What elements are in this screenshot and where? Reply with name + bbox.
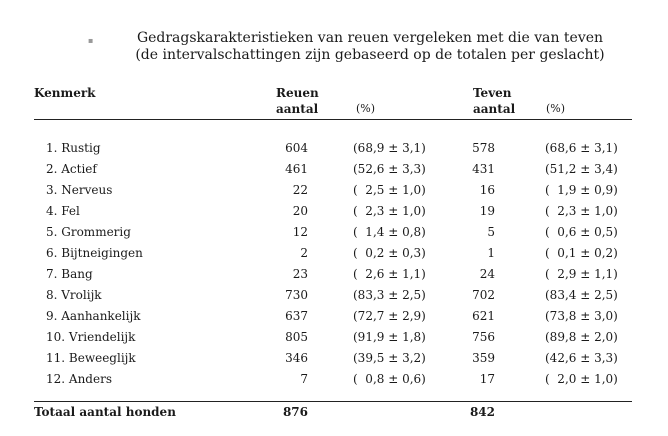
- table-title: [90, 30, 650, 64]
- row-teven-pct: ( 2,0 ± 1,0): [545, 372, 618, 386]
- row-teven-aantal: 19: [479, 204, 495, 218]
- row-reuen-pct: (83,3 ± 2,5): [353, 288, 426, 302]
- table-row: [0, 225, 668, 246]
- table-row: [0, 372, 668, 393]
- table-row: [0, 330, 668, 351]
- row-name: 1. Rustig: [46, 141, 101, 155]
- row-name: 3. Nerveus: [46, 183, 113, 197]
- row-reuen-pct: ( 1,4 ± 0,8): [353, 225, 426, 239]
- table-row: [0, 309, 668, 330]
- header-kenmerk: Kenmerk: [34, 86, 96, 100]
- row-reuen-pct: (91,9 ± 1,8): [353, 330, 426, 344]
- row-teven-pct: ( 2,9 ± 1,1): [545, 267, 618, 281]
- row-reuen-pct: (52,6 ± 3,3): [353, 162, 426, 176]
- row-reuen-aantal: 23: [292, 267, 308, 281]
- row-name: 4. Fel: [46, 204, 80, 218]
- row-teven-aantal: 16: [479, 183, 495, 197]
- row-name: 11. Beweeglijk: [46, 351, 136, 365]
- header-reuen-aantal: aantal: [276, 102, 319, 116]
- row-teven-pct: (42,6 ± 3,3): [545, 351, 618, 365]
- row-reuen-pct: ( 2,3 ± 1,0): [353, 204, 426, 218]
- row-reuen-pct: (68,9 ± 3,1): [353, 141, 426, 155]
- row-teven-pct: (51,2 ± 3,4): [545, 162, 618, 176]
- table-row: [0, 204, 668, 225]
- row-reuen-aantal: 604: [285, 141, 308, 155]
- table-row: [0, 141, 668, 162]
- row-name: 6. Bijtneigingen: [46, 246, 143, 260]
- title-line-1: Gedragskarakteristieken van reuen vergeleken met die van teven: [136, 30, 604, 46]
- row-reuen-aantal: 637: [285, 309, 308, 323]
- header-teven-pct: (%): [546, 102, 566, 115]
- table-row: [0, 351, 668, 372]
- row-reuen-pct: ( 2,6 ± 1,1): [353, 267, 426, 281]
- row-reuen-aantal: 805: [285, 330, 308, 344]
- row-teven-aantal: 621: [472, 309, 495, 323]
- row-reuen-aantal: 22: [292, 183, 308, 197]
- row-name: 10. Vriendelijk: [46, 330, 136, 344]
- row-teven-aantal: 24: [479, 267, 495, 281]
- row-reuen-pct: ( 0,8 ± 0,6): [353, 372, 426, 386]
- row-teven-aantal: 578: [472, 141, 495, 155]
- table-row: [0, 246, 668, 267]
- row-teven-pct: ( 1,9 ± 0,9): [545, 183, 618, 197]
- row-name: 12. Anders: [46, 372, 112, 386]
- row-teven-pct: ( 0,6 ± 0,5): [545, 225, 618, 239]
- header-rule: [34, 119, 632, 120]
- bullet-mark: ▪: [88, 36, 94, 45]
- total-teven: 842: [469, 405, 495, 419]
- row-teven-pct: ( 0,1 ± 0,2): [545, 246, 618, 260]
- row-teven-aantal: 359: [472, 351, 495, 365]
- row-reuen-aantal: 12: [292, 225, 308, 239]
- row-teven-aantal: 756: [472, 330, 495, 344]
- header-reuen: Reuen: [276, 86, 319, 100]
- row-name: 7. Bang: [46, 267, 93, 281]
- row-reuen-aantal: 346: [285, 351, 308, 365]
- row-reuen-pct: (39,5 ± 3,2): [353, 351, 426, 365]
- total-label: Totaal aantal honden: [34, 405, 176, 419]
- header-teven-aantal: aantal: [473, 102, 516, 116]
- header-teven: Teven: [473, 86, 512, 100]
- row-name: 5. Grommerig: [46, 225, 131, 239]
- row-teven-pct: (83,4 ± 2,5): [545, 288, 618, 302]
- row-name: 9. Aanhankelijk: [46, 309, 141, 323]
- row-reuen-pct: (72,7 ± 2,9): [353, 309, 426, 323]
- row-reuen-pct: ( 2,5 ± 1,0): [353, 183, 426, 197]
- row-teven-aantal: 17: [479, 372, 495, 386]
- table-row: [0, 162, 668, 183]
- header-reuen-pct: (%): [356, 102, 376, 115]
- row-teven-aantal: 1: [487, 246, 495, 260]
- row-name: 2. Actief: [46, 162, 97, 176]
- row-reuen-pct: ( 0,2 ± 0,3): [353, 246, 426, 260]
- row-teven-pct: ( 2,3 ± 1,0): [545, 204, 618, 218]
- row-teven-pct: (68,6 ± 3,1): [545, 141, 618, 155]
- table-row: [0, 183, 668, 204]
- table-row: [0, 267, 668, 288]
- title-line-2: (de intervalschattingen zijn gebaseerd op de totalen per geslacht): [135, 47, 605, 63]
- row-teven-aantal: 431: [472, 162, 495, 176]
- row-name: 8. Vrolijk: [46, 288, 102, 302]
- row-reuen-aantal: 730: [285, 288, 308, 302]
- row-reuen-aantal: 20: [292, 204, 308, 218]
- row-teven-pct: (73,8 ± 3,0): [545, 309, 618, 323]
- table-row: [0, 288, 668, 309]
- row-teven-aantal: 5: [487, 225, 495, 239]
- row-teven-aantal: 702: [472, 288, 495, 302]
- row-reuen-aantal: 461: [285, 162, 308, 176]
- row-reuen-aantal: 2: [300, 246, 308, 260]
- total-reuen: 876: [282, 405, 308, 419]
- row-teven-pct: (89,8 ± 2,0): [545, 330, 618, 344]
- row-reuen-aantal: 7: [300, 372, 308, 386]
- total-rule: [34, 401, 632, 402]
